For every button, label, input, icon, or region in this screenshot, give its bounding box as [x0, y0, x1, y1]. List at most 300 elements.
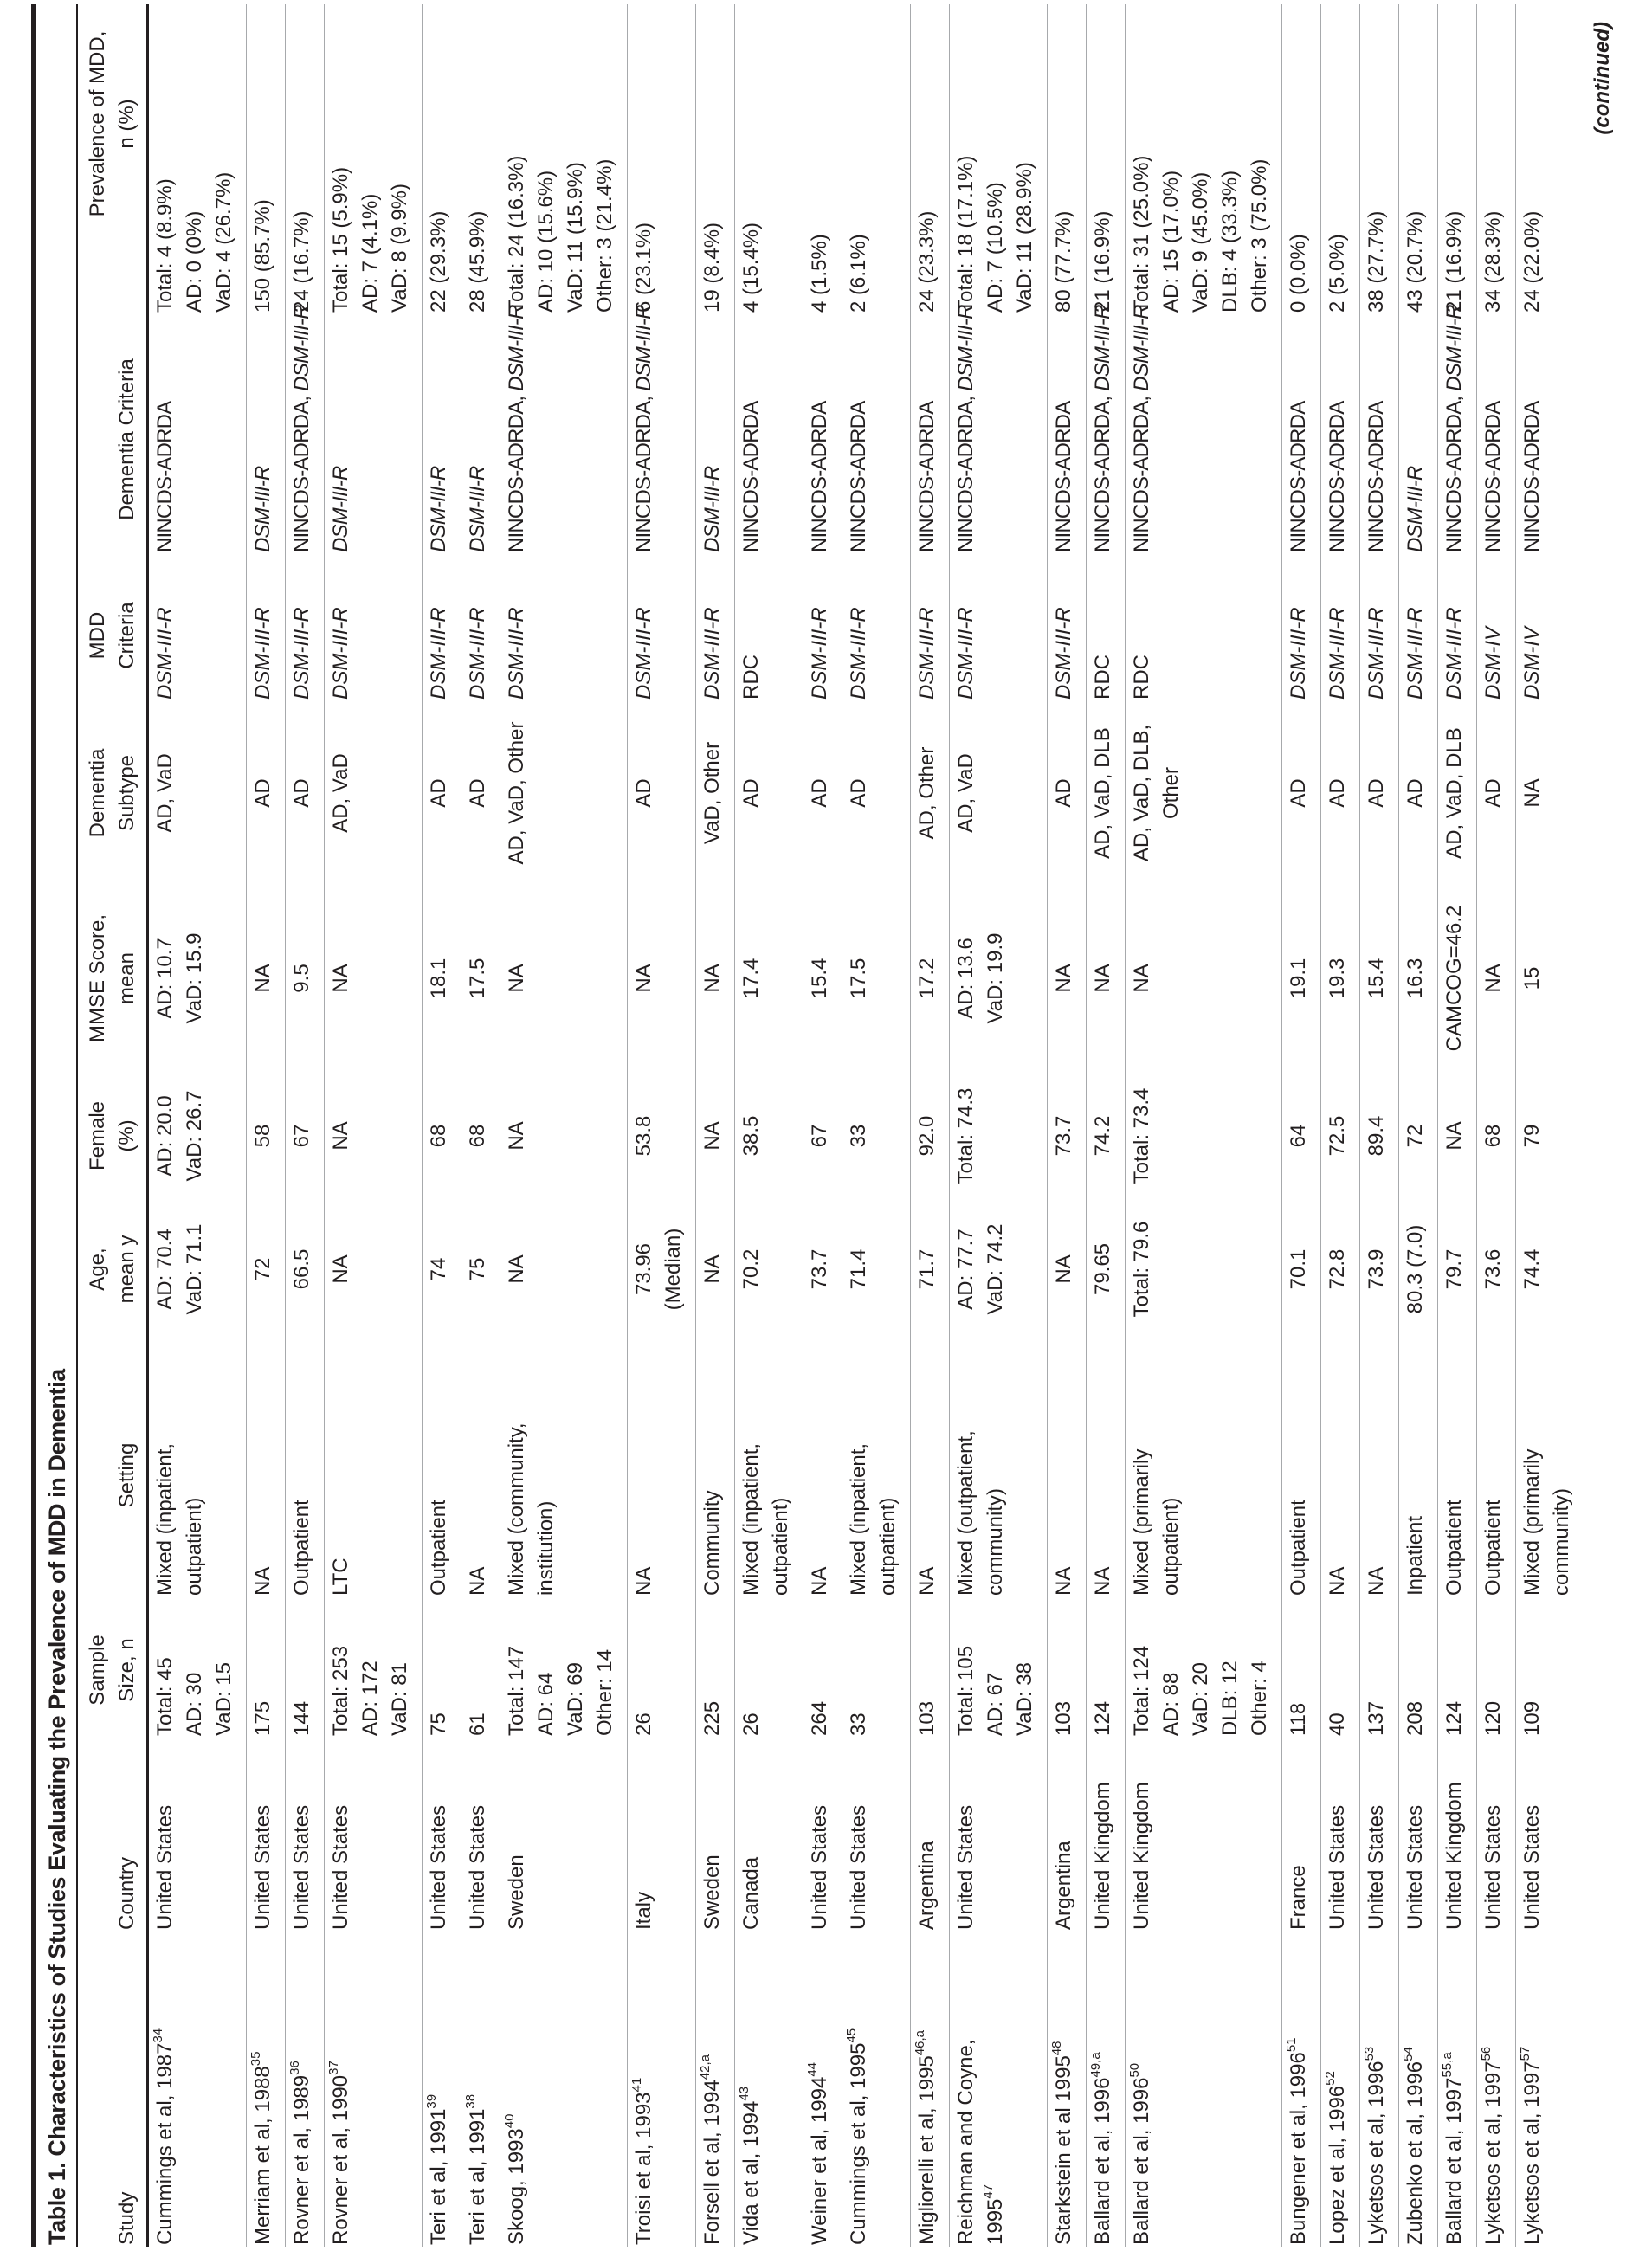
cell-study: [803, 1935, 842, 2247]
cell-setting: [696, 1351, 735, 1600]
female-value: 92.0: [915, 1115, 939, 1157]
age-value: 70.2: [739, 1248, 763, 1290]
cell-setting: [1048, 1351, 1087, 1600]
female-value: VaD: 26.7: [183, 1090, 206, 1182]
cell-age: [735, 1188, 803, 1351]
reference-superscript: 53: [1362, 2046, 1377, 2061]
mdd-value: DSM-III-R: [915, 607, 939, 700]
criteria-part: DSM-III-R: [954, 305, 978, 391]
cell-study: [911, 1935, 950, 2247]
prev-value: VaD: 9 (45.0%): [1189, 171, 1212, 313]
column-header-label: Age,: [86, 1248, 109, 1291]
prev-value: 150 (85.7%): [251, 199, 274, 313]
cell-mdd: [1477, 558, 1516, 713]
mdd-value: DSM-III-R: [251, 607, 274, 700]
cell-country: [1360, 1740, 1399, 1935]
cell-subtype: [423, 713, 461, 873]
sample-value: AD: 88: [1159, 1672, 1183, 1736]
age-value: Total: 79.6: [1130, 1221, 1153, 1318]
setting-value: NA: [1365, 1566, 1388, 1596]
cell-mmse: [628, 873, 696, 1084]
cell-dementia: NINCDS-ADRDA, DSM-III-R: [628, 321, 696, 558]
cell-mmse: [1126, 873, 1282, 1084]
cell-sample: [1477, 1600, 1516, 1740]
sample-value: 33: [847, 1712, 870, 1736]
setting-value: LTC: [329, 1558, 352, 1596]
cell-female: [842, 1084, 911, 1188]
cell-sample: [1516, 1600, 1584, 1740]
cell-mmse: [1087, 873, 1126, 1084]
cell-prev: [842, 4, 911, 321]
mmse-value: AD: 13.6: [954, 938, 978, 1019]
sample-value: 109: [1520, 1700, 1544, 1736]
mmse-value: VaD: 15.9: [183, 932, 206, 1024]
sample-value: Total: 253: [329, 1645, 352, 1736]
cell-mdd: [628, 558, 696, 713]
cell-subtype: [1126, 713, 1282, 873]
cell-dementia: NINCDS-ADRDA, DSM-III-R: [500, 321, 628, 558]
cell-dementia: [1321, 321, 1360, 558]
prev-value: Other: 3 (75.0%): [1248, 158, 1271, 313]
subtype-value: AD, VaD: [954, 753, 978, 833]
sample-value: 103: [915, 1700, 939, 1736]
cell-study: [1399, 1935, 1438, 2247]
country-value: Italy: [632, 1891, 655, 1930]
cell-dementia: NINCDS-ADRDA, DSM-III-R: [950, 321, 1048, 558]
cell-dementia: [1048, 321, 1087, 558]
country-value: United States: [847, 1804, 870, 1930]
prev-value: 38 (27.7%): [1365, 210, 1388, 313]
cell-dementia: NINCDS-ADRDA, DSM-III-R: [1087, 321, 1126, 558]
study-value: Lyketsos et al, 1997: [1481, 2061, 1505, 2245]
cell-age: [911, 1188, 950, 1351]
cell-sample: [735, 1600, 803, 1740]
table-row: [1126, 4, 1282, 2247]
sample-value: Total: 147: [505, 1645, 528, 1736]
study-value: 1995: [984, 2198, 1007, 2245]
cell-subtype: [1360, 713, 1399, 873]
age-value: VaD: 71.1: [183, 1223, 206, 1315]
sample-value: 225: [700, 1700, 724, 1736]
cell-prev: [1282, 4, 1321, 321]
mdd-value: DSM-III-R: [427, 607, 450, 700]
cell-female: [1438, 1084, 1477, 1188]
subtype-value: AD: [251, 778, 274, 808]
cell-female: [286, 1084, 325, 1188]
prev-value: Other: 3 (21.4%): [593, 158, 616, 313]
cell-mdd: [1087, 558, 1126, 713]
mmse-value: NA: [1130, 964, 1153, 993]
cell-study: [461, 1935, 500, 2247]
cell-country: [1438, 1740, 1477, 1935]
cell-dementia: [1360, 321, 1399, 558]
criteria-part: NINCDS-ADRDA: [1520, 401, 1544, 552]
table-row: [1048, 4, 1087, 2247]
subtype-value: VaD, Other: [700, 741, 724, 845]
cell-setting: [500, 1351, 628, 1600]
cell-age: [1126, 1188, 1282, 1351]
table-row: [803, 4, 842, 2247]
age-value: 72.8: [1326, 1248, 1349, 1290]
cell-subtype: [1399, 713, 1438, 873]
cell-mmse: [461, 873, 500, 1084]
cell-mdd: [911, 558, 950, 713]
cell-setting: [950, 1351, 1048, 1600]
cell-subtype: [500, 713, 628, 873]
cell-subtype: [1087, 713, 1126, 873]
cell-mmse: [325, 873, 423, 1084]
sample-value: Total: 124: [1130, 1645, 1153, 1736]
study-value: Ballard et al, 1996: [1091, 2077, 1114, 2245]
cell-mdd: [148, 558, 247, 713]
column-header-dementia: [77, 321, 148, 558]
subtype-value: AD: [739, 778, 763, 808]
sample-value: 144: [290, 1700, 313, 1736]
sample-value: AD: 64: [534, 1672, 558, 1736]
country-value: United States: [1404, 1804, 1427, 1930]
prev-value: 19 (8.4%): [700, 222, 724, 313]
cell-study: [1360, 1935, 1399, 2247]
column-header-age: [77, 1188, 148, 1351]
table-row: [1282, 4, 1321, 2247]
cell-sample: [325, 1600, 423, 1740]
cell-prev: [1048, 4, 1087, 321]
cell-prev: [247, 4, 286, 321]
mmse-value: NA: [632, 964, 655, 993]
age-value: 71.7: [915, 1248, 939, 1290]
female-value: AD: 20.0: [153, 1095, 177, 1177]
country-value: United States: [466, 1804, 489, 1930]
cell-subtype: [325, 713, 423, 873]
column-header-label: Female: [86, 1100, 109, 1171]
prev-value: VaD: 8 (9.9%): [388, 184, 411, 313]
prev-value: 28 (45.9%): [466, 210, 489, 313]
cell-female: [423, 1084, 461, 1188]
cell-prev: [286, 4, 325, 321]
cell-setting: [1282, 1351, 1321, 1600]
mmse-value: 17.5: [466, 958, 489, 999]
setting-value: Mixed (primarily: [1520, 1448, 1544, 1596]
criteria-part: NINCDS-ADRDA: [632, 401, 655, 552]
criteria-part: DSM-III-R: [1130, 305, 1153, 391]
cell-subtype: [1477, 713, 1516, 873]
cell-age: [1360, 1188, 1399, 1351]
cell-sample: [247, 1600, 286, 1740]
setting-value: Outpatient: [290, 1500, 313, 1596]
cell-prev: [325, 4, 423, 321]
mmse-value: 17.4: [739, 958, 763, 999]
cell-sample: [1360, 1600, 1399, 1740]
cell-age: [803, 1188, 842, 1351]
cell-female: [325, 1084, 423, 1188]
cell-prev: [1516, 4, 1584, 321]
subtype-value: AD, VaD, DLB: [1442, 727, 1466, 859]
cell-prev: [1321, 4, 1360, 321]
sample-value: 103: [1052, 1700, 1075, 1736]
female-value: NA: [329, 1121, 352, 1151]
reference-superscript: 49,a: [1088, 2052, 1103, 2078]
cell-study: [1477, 1935, 1516, 2247]
cell-dementia: [735, 321, 803, 558]
sample-value: Total: 105: [954, 1645, 978, 1736]
subtype-value: AD: [632, 778, 655, 808]
sample-value: 175: [251, 1700, 274, 1736]
setting-value: Outpatient: [1481, 1500, 1505, 1596]
sample-value: Other: 14: [593, 1648, 616, 1736]
cell-sample: [696, 1600, 735, 1740]
table-row: [696, 4, 735, 2247]
cell-mmse: [500, 873, 628, 1084]
sample-value: Other: 4: [1248, 1661, 1271, 1736]
table-header-row: [77, 4, 148, 2247]
setting-value: outpatient): [183, 1497, 206, 1596]
criteria-part: NINCDS-ADRDA: [1130, 401, 1153, 552]
study-value: Bungener et al, 1996: [1287, 2052, 1310, 2245]
criteria-part: DSM-III-R: [1442, 305, 1466, 391]
mmse-value: 17.2: [915, 958, 939, 999]
cell-female: [1321, 1084, 1360, 1188]
cell-mdd: [1438, 558, 1477, 713]
criteria-part: DSM-III-R: [1404, 466, 1427, 552]
cell-study: [148, 1935, 247, 2247]
cell-dementia: NINCDS-ADRDA, DSM-III-R: [286, 321, 325, 558]
criteria-part: NINCDS-ADRDA: [1287, 401, 1310, 552]
mdd-value: DSM-III-R: [1442, 607, 1466, 700]
criteria-part: NINCDS-ADRDA: [1365, 401, 1388, 552]
cell-dementia: [842, 321, 911, 558]
prev-value: Total: 15 (5.9%): [329, 166, 352, 313]
reference-superscript: 51: [1284, 2037, 1299, 2053]
female-value: 68: [427, 1124, 450, 1148]
table-body: [148, 4, 1584, 2247]
criteria-part: DSM-III-R: [632, 305, 655, 391]
cell-age: [325, 1188, 423, 1351]
cell-mmse: [735, 873, 803, 1084]
cell-study: [423, 1935, 461, 2247]
cell-study: [1282, 1935, 1321, 2247]
cell-female: [628, 1084, 696, 1188]
age-value: 74: [427, 1257, 450, 1281]
cell-prev: [500, 4, 628, 321]
column-header-label: MMSE Score,: [86, 913, 109, 1043]
female-value: 79: [1520, 1124, 1544, 1148]
prev-value: VaD: 11 (28.9%): [1013, 162, 1036, 313]
cell-country: [1126, 1740, 1282, 1935]
cell-prev: [735, 4, 803, 321]
setting-value: Mixed (community,: [505, 1422, 528, 1596]
column-header-label: n (%): [115, 99, 139, 149]
column-header-study: [77, 1935, 148, 2247]
age-value: 70.1: [1287, 1248, 1310, 1290]
mmse-value: NA: [329, 964, 352, 993]
cell-female: [461, 1084, 500, 1188]
criteria-part: NINCDS-ADRDA: [739, 401, 763, 552]
reference-superscript: 35: [248, 2051, 263, 2067]
country-value: United Kingdom: [1091, 1782, 1114, 1930]
cell-study: [696, 1935, 735, 2247]
cell-prev: [696, 4, 735, 321]
sample-value: DLB: 12: [1218, 1661, 1242, 1736]
column-header-prev: [77, 4, 148, 321]
criteria-part: DSM-III-R: [290, 305, 313, 391]
country-value: United States: [329, 1804, 352, 1930]
column-header-label: Size, n: [115, 1638, 139, 1702]
reference-superscript: 34: [151, 2028, 165, 2043]
mdd-value: DSM-III-R: [466, 607, 489, 700]
column-header-female: [77, 1084, 148, 1188]
cell-mdd: [1360, 558, 1399, 713]
criteria-part: NINCDS-ADRDA: [954, 401, 978, 552]
subtype-value: AD, VaD, Other: [505, 721, 528, 865]
country-value: United States: [427, 1804, 450, 1930]
subtype-value: AD, VaD, DLB: [1091, 727, 1114, 859]
cell-country: [803, 1740, 842, 1935]
cell-age: [628, 1188, 696, 1351]
country-value: United Kingdom: [1130, 1782, 1153, 1930]
reference-superscript: 56: [1479, 2046, 1494, 2061]
sample-value: 61: [466, 1712, 489, 1736]
table-row: [500, 4, 628, 2247]
cell-female: [1477, 1084, 1516, 1188]
cell-female: [911, 1084, 950, 1188]
country-value: Canada: [739, 1856, 763, 1930]
study-value: Teri et al, 1991: [466, 2108, 489, 2245]
female-value: 72.5: [1326, 1115, 1349, 1157]
cell-prev: [803, 4, 842, 321]
criteria-part: NINCDS-ADRDA: [847, 401, 870, 552]
cell-female: [803, 1084, 842, 1188]
table-row: [842, 4, 911, 2247]
study-value: Ballard et al, 1996: [1130, 2077, 1153, 2245]
cell-study: [735, 1935, 803, 2247]
cell-country: [1087, 1740, 1126, 1935]
cell-study: [1048, 1935, 1087, 2247]
column-header-label: mean y: [115, 1235, 139, 1304]
cell-study: [325, 1935, 423, 2247]
age-value: 79.65: [1091, 1242, 1114, 1296]
mmse-value: NA: [700, 964, 724, 993]
age-value: AD: 70.4: [153, 1229, 177, 1310]
cell-female: [148, 1084, 247, 1188]
country-value: Sweden: [700, 1854, 724, 1930]
prev-value: AD: 7 (4.1%): [358, 193, 382, 313]
cell-dementia: [148, 321, 247, 558]
cell-setting: [286, 1351, 325, 1600]
cell-mdd: [1516, 558, 1584, 713]
mdd-value: DSM-III-R: [1052, 607, 1075, 700]
cell-age: [1516, 1188, 1584, 1351]
subtype-value: AD, VaD, DLB,: [1130, 724, 1153, 862]
sample-value: VaD: 15: [212, 1662, 236, 1736]
cell-country: [1282, 1740, 1321, 1935]
table-row: [1087, 4, 1126, 2247]
table-row: [325, 4, 423, 2247]
study-value: Teri et al, 1991: [427, 2108, 450, 2245]
cell-age: [696, 1188, 735, 1351]
column-header-label: Subtype: [115, 754, 139, 832]
age-value: 80.3 (7.0): [1404, 1224, 1427, 1314]
country-value: United States: [1326, 1804, 1349, 1930]
cell-mmse: [1282, 873, 1321, 1084]
cell-country: [461, 1740, 500, 1935]
sample-value: AD: 172: [358, 1661, 382, 1736]
study-value: Reichman and Coyne,: [954, 2039, 978, 2245]
cell-setting: [628, 1351, 696, 1600]
cell-mmse: [1516, 873, 1584, 1084]
cell-mdd: [423, 558, 461, 713]
cell-setting: [423, 1351, 461, 1600]
cell-mdd: [1126, 558, 1282, 713]
continued-note: (continued): [1591, 22, 1614, 135]
cell-subtype: [950, 713, 1048, 873]
cell-sample: [286, 1600, 325, 1740]
column-header-label: Country: [115, 1856, 139, 1930]
setting-value: Mixed (outpatient,: [954, 1430, 978, 1596]
age-value: NA: [700, 1254, 724, 1284]
column-header-label: MDD: [86, 611, 109, 660]
female-value: 58: [251, 1124, 274, 1148]
cell-mmse: [423, 873, 461, 1084]
table-row: [911, 4, 950, 2247]
mmse-value: 9.5: [290, 964, 313, 993]
reference-superscript: 41: [629, 2077, 644, 2093]
female-value: 53.8: [632, 1115, 655, 1157]
study-value: Lyketsos et al, 1997: [1520, 2061, 1544, 2245]
country-value: United States: [1481, 1804, 1505, 1930]
column-header-label: Sample: [86, 1635, 109, 1706]
female-value: 64: [1287, 1124, 1310, 1148]
subtype-value: NA: [1520, 778, 1544, 808]
sample-value: 26: [739, 1712, 763, 1736]
prev-value: VaD: 11 (15.9%): [564, 162, 587, 313]
setting-value: Outpatient: [1287, 1500, 1310, 1596]
mmse-value: VaD: 19.9: [984, 932, 1007, 1024]
female-value: 72: [1404, 1124, 1427, 1148]
cell-country: [148, 1740, 247, 1935]
criteria-part: NINCDS-ADRDA: [1481, 401, 1505, 552]
cell-sample: [1438, 1600, 1477, 1740]
table-row: [461, 4, 500, 2247]
cell-study: [247, 1935, 286, 2247]
cell-mdd: [696, 558, 735, 713]
cell-country: [423, 1740, 461, 1935]
sample-value: 124: [1442, 1700, 1466, 1736]
cell-age: [148, 1188, 247, 1351]
mdd-value: DSM-III-R: [1404, 607, 1427, 700]
cell-mdd: [500, 558, 628, 713]
mmse-value: 15.4: [1365, 958, 1388, 999]
sample-value: 40: [1326, 1712, 1349, 1736]
cell-prev: [950, 4, 1048, 321]
subtype-value: AD, VaD: [329, 753, 352, 833]
female-value: 33: [847, 1124, 870, 1148]
criteria-part: DSM-III-R: [1091, 305, 1114, 391]
column-header-label: Dementia Criteria: [115, 358, 139, 520]
cell-subtype: [696, 713, 735, 873]
cell-subtype: [286, 713, 325, 873]
sample-value: 208: [1404, 1700, 1427, 1736]
country-value: United States: [1520, 1804, 1544, 1930]
cell-country: [735, 1740, 803, 1935]
cell-setting: [325, 1351, 423, 1600]
cell-age: [1282, 1188, 1321, 1351]
cell-prev: [148, 4, 247, 321]
criteria-part: NINCDS-ADRDA: [1091, 401, 1114, 552]
column-header-mmse: [77, 873, 148, 1084]
cell-setting: [911, 1351, 950, 1600]
study-value: Starkstein et al 1995: [1052, 2055, 1075, 2245]
table-row: [247, 4, 286, 2247]
